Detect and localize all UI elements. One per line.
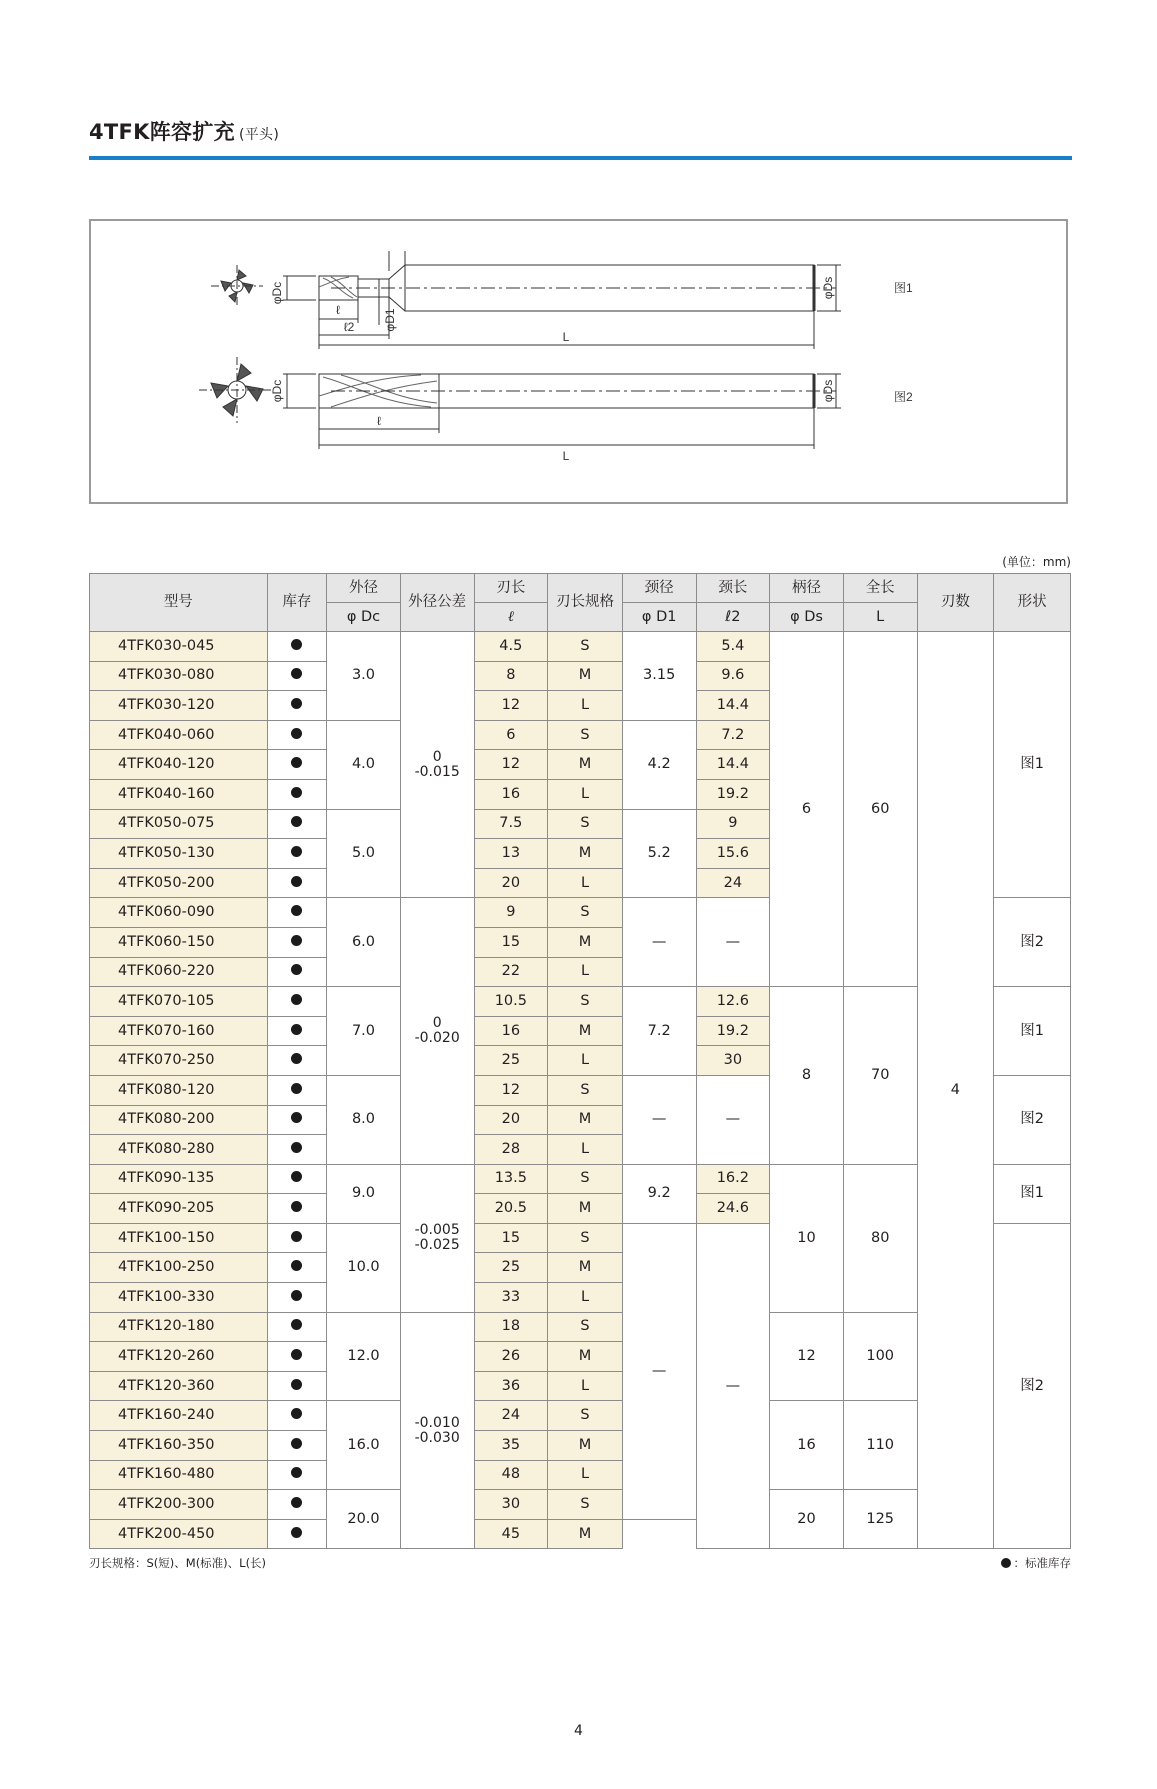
cut-length-cell: 13 bbox=[474, 839, 548, 869]
stock-dot-icon bbox=[291, 1319, 302, 1330]
length-spec-cell: M bbox=[548, 1342, 623, 1372]
fig1-ds-label: φDs bbox=[821, 276, 835, 300]
model-cell: 4TFK060-090 bbox=[90, 898, 268, 928]
outer-diameter-cell: 8.0 bbox=[327, 1075, 401, 1164]
tolerance-cell bbox=[400, 632, 474, 898]
shank-diameter-cell: 12 bbox=[770, 1312, 844, 1401]
length-spec-cell: S bbox=[548, 1075, 623, 1105]
shape-cell: 图1 bbox=[994, 1164, 1071, 1223]
length-spec-cell: S bbox=[548, 1490, 623, 1520]
stock-cell bbox=[267, 691, 327, 721]
cut-length-cell: 20 bbox=[474, 1105, 548, 1135]
model-cell: 4TFK060-150 bbox=[90, 927, 268, 957]
stock-cell bbox=[267, 1460, 327, 1490]
length-spec-cell: S bbox=[548, 1164, 623, 1194]
tolerance-cell bbox=[400, 1312, 474, 1549]
overall-length-cell: 70 bbox=[843, 987, 917, 1165]
stock-dot-icon bbox=[291, 1497, 302, 1508]
model-cell: 4TFK030-120 bbox=[90, 691, 268, 721]
tolerance-cell bbox=[400, 898, 474, 1164]
stock-cell bbox=[267, 1135, 327, 1165]
cut-length-cell: 13.5 bbox=[474, 1164, 548, 1194]
neck-length-cell: — bbox=[696, 898, 770, 987]
table-row bbox=[90, 632, 1071, 662]
stock-dot-icon bbox=[291, 1349, 302, 1360]
title-main: 4TFK阵容扩充 bbox=[89, 120, 235, 144]
neck-length-cell: 12.6 bbox=[696, 987, 770, 1017]
model-cell: 4TFK090-205 bbox=[90, 1194, 268, 1224]
length-spec-cell: L bbox=[548, 691, 623, 721]
model-cell: 4TFK030-045 bbox=[90, 632, 268, 662]
cut-length-cell: 45 bbox=[474, 1519, 548, 1549]
shank-diameter-cell: 10 bbox=[770, 1164, 844, 1312]
cut-length-cell: 10.5 bbox=[474, 987, 548, 1017]
model-cell: 4TFK080-120 bbox=[90, 1075, 268, 1105]
cut-length-cell: 18 bbox=[474, 1312, 548, 1342]
model-cell: 4TFK070-105 bbox=[90, 987, 268, 1017]
cut-length-cell: 16 bbox=[474, 1016, 548, 1046]
model-cell: 4TFK050-200 bbox=[90, 868, 268, 898]
cut-length-cell: 20.5 bbox=[474, 1194, 548, 1224]
length-spec-cell: S bbox=[548, 1223, 623, 1253]
stock-dot-icon bbox=[291, 1201, 302, 1212]
length-spec-cell: M bbox=[548, 661, 623, 691]
stock-cell bbox=[267, 839, 327, 869]
stock-dot-icon bbox=[291, 1171, 302, 1182]
length-spec-cell: L bbox=[548, 957, 623, 987]
model-cell: 4TFK100-250 bbox=[90, 1253, 268, 1283]
spec-table bbox=[89, 573, 1071, 1549]
neck-length-cell: 14.4 bbox=[696, 691, 770, 721]
length-spec-cell: L bbox=[548, 1046, 623, 1076]
length-spec-cell: L bbox=[548, 779, 623, 809]
neck-length-cell: 14.4 bbox=[696, 750, 770, 780]
stock-dot-icon bbox=[291, 1260, 302, 1271]
length-spec-cell: M bbox=[548, 1194, 623, 1224]
model-cell: 4TFK060-220 bbox=[90, 957, 268, 987]
outer-diameter-cell: 7.0 bbox=[327, 987, 401, 1076]
stock-dot-icon bbox=[291, 905, 302, 916]
length-spec-cell: L bbox=[548, 1460, 623, 1490]
tolerance-cell bbox=[400, 1164, 474, 1312]
fig2-side-view bbox=[319, 374, 836, 408]
neck-length-cell: 16.2 bbox=[696, 1164, 770, 1194]
model-cell: 4TFK160-240 bbox=[90, 1401, 268, 1431]
stock-cell bbox=[267, 868, 327, 898]
neck-length-cell: 7.2 bbox=[696, 720, 770, 750]
shape-cell: 图2 bbox=[994, 1075, 1071, 1164]
shape-cell: 图1 bbox=[994, 632, 1071, 898]
fig1-end-view bbox=[211, 265, 263, 307]
length-spec-cell: M bbox=[548, 1253, 623, 1283]
cut-length-cell: 12 bbox=[474, 1075, 548, 1105]
neck-length-cell: 19.2 bbox=[696, 779, 770, 809]
header-l2: 颈长 bbox=[696, 574, 770, 603]
header-d1-symbol: φ D1 bbox=[622, 603, 696, 632]
neck-length-cell: — bbox=[696, 1223, 770, 1549]
stock-dot-icon bbox=[291, 757, 302, 768]
length-spec-cell: S bbox=[548, 1312, 623, 1342]
cut-length-cell: 48 bbox=[474, 1460, 548, 1490]
title-rule bbox=[89, 156, 1072, 160]
stock-cell bbox=[267, 750, 327, 780]
header-length-spec: 刃长规格 bbox=[548, 574, 623, 632]
neck-diameter-cell: 7.2 bbox=[622, 987, 696, 1076]
model-cell: 4TFK030-080 bbox=[90, 661, 268, 691]
cut-length-cell: 26 bbox=[474, 1342, 548, 1372]
header-flutes: 刃数 bbox=[917, 574, 994, 632]
stock-cell bbox=[267, 1016, 327, 1046]
length-spec-cell: L bbox=[548, 1283, 623, 1313]
neck-length-cell: 15.6 bbox=[696, 839, 770, 869]
stock-dot-icon bbox=[291, 1408, 302, 1419]
fig1-dc-label: φDc bbox=[270, 281, 284, 305]
fig1-label: 图1 bbox=[894, 281, 913, 295]
stock-legend-text: ：标准库存 bbox=[1013, 1556, 1071, 1570]
shank-diameter-cell: 16 bbox=[770, 1401, 844, 1490]
stock-cell bbox=[267, 1075, 327, 1105]
length-spec-cell: M bbox=[548, 1431, 623, 1461]
model-cell: 4TFK080-200 bbox=[90, 1105, 268, 1135]
cut-length-cell: 4.5 bbox=[474, 632, 548, 662]
tolerance-upper: -0.010 bbox=[414, 1414, 460, 1431]
stock-cell bbox=[267, 898, 327, 928]
stock-cell bbox=[267, 779, 327, 809]
length-spec-cell: S bbox=[548, 809, 623, 839]
cut-length-cell: 6 bbox=[474, 720, 548, 750]
stock-dot-icon bbox=[291, 876, 302, 887]
model-cell: 4TFK100-150 bbox=[90, 1223, 268, 1253]
title-sub: (平头) bbox=[238, 127, 280, 143]
stock-dot-icon bbox=[291, 1024, 302, 1035]
model-cell: 4TFK090-135 bbox=[90, 1164, 268, 1194]
stock-dot-icon bbox=[291, 964, 302, 975]
cut-length-cell: 8 bbox=[474, 661, 548, 691]
neck-diameter-cell: 5.2 bbox=[622, 809, 696, 898]
header-l2-symbol: ℓ2 bbox=[696, 603, 770, 632]
stock-cell bbox=[267, 1401, 327, 1431]
model-cell: 4TFK200-450 bbox=[90, 1519, 268, 1549]
model-cell: 4TFK070-250 bbox=[90, 1046, 268, 1076]
neck-diameter-cell: — bbox=[622, 898, 696, 987]
fig2-label: 图2 bbox=[894, 390, 913, 404]
overall-length-cell: 110 bbox=[843, 1401, 917, 1490]
stock-cell bbox=[267, 1283, 327, 1313]
stock-dot-icon bbox=[291, 787, 302, 798]
stock-cell bbox=[267, 720, 327, 750]
stock-dot-icon bbox=[291, 1053, 302, 1064]
stock-dot-icon bbox=[291, 728, 302, 739]
stock-dot-icon bbox=[291, 1231, 302, 1242]
header-stock: 库存 bbox=[267, 574, 327, 632]
tolerance-lower: -0.025 bbox=[414, 1237, 460, 1254]
header-ds: 柄径 bbox=[770, 574, 844, 603]
length-spec-cell: M bbox=[548, 927, 623, 957]
stock-cell bbox=[267, 1223, 327, 1253]
outer-diameter-cell: 10.0 bbox=[327, 1223, 401, 1312]
overall-length-cell: 100 bbox=[843, 1312, 917, 1401]
length-spec-cell: M bbox=[548, 839, 623, 869]
stock-cell bbox=[267, 927, 327, 957]
stock-cell bbox=[267, 809, 327, 839]
cut-length-cell: 24 bbox=[474, 1401, 548, 1431]
header-length: 刃长 bbox=[474, 574, 548, 603]
stock-cell bbox=[267, 987, 327, 1017]
overall-length-cell: 60 bbox=[843, 632, 917, 987]
model-cell: 4TFK120-260 bbox=[90, 1342, 268, 1372]
model-cell: 4TFK120-360 bbox=[90, 1371, 268, 1401]
page-number: 4 bbox=[574, 1723, 583, 1739]
length-spec-cell: M bbox=[548, 750, 623, 780]
header-dc: 外径 bbox=[327, 574, 401, 603]
stock-cell bbox=[267, 1164, 327, 1194]
shape-cell: 图2 bbox=[994, 898, 1071, 987]
outer-diameter-cell: 16.0 bbox=[327, 1401, 401, 1490]
stock-cell bbox=[267, 1371, 327, 1401]
stock-dot-icon bbox=[291, 935, 302, 946]
stock-dot-icon bbox=[291, 1467, 302, 1478]
unit-note: (单位：mm) bbox=[1002, 555, 1071, 569]
outer-diameter-cell: 3.0 bbox=[327, 632, 401, 721]
outer-diameter-cell: 9.0 bbox=[327, 1164, 401, 1223]
header-dc-symbol: φ Dc bbox=[327, 603, 401, 632]
length-spec-cell: M bbox=[548, 1519, 623, 1549]
header-ds-symbol: φ Ds bbox=[770, 603, 844, 632]
spec-table-body bbox=[90, 632, 1071, 1549]
model-cell: 4TFK050-075 bbox=[90, 809, 268, 839]
neck-length-cell: 19.2 bbox=[696, 1016, 770, 1046]
header-overall-length-symbol: L bbox=[843, 603, 917, 632]
cut-length-cell: 36 bbox=[474, 1371, 548, 1401]
fig1-l-label: ℓ bbox=[336, 303, 340, 317]
length-spec-cell: S bbox=[548, 632, 623, 662]
cut-length-cell: 9 bbox=[474, 898, 548, 928]
neck-diameter-cell: — bbox=[622, 1223, 696, 1519]
model-cell: 4TFK160-350 bbox=[90, 1431, 268, 1461]
model-cell: 4TFK120-180 bbox=[90, 1312, 268, 1342]
stock-dot-icon bbox=[291, 1142, 302, 1153]
neck-length-cell: 5.4 bbox=[696, 632, 770, 662]
fig2-dc-label: φDc bbox=[270, 379, 284, 403]
cut-length-cell: 15 bbox=[474, 1223, 548, 1253]
fig2-ds-label: φDs bbox=[821, 379, 835, 403]
model-cell: 4TFK050-130 bbox=[90, 839, 268, 869]
overall-length-cell: 125 bbox=[843, 1490, 917, 1549]
neck-length-cell: 24 bbox=[696, 868, 770, 898]
cut-length-cell: 12 bbox=[474, 691, 548, 721]
overall-length-cell: 80 bbox=[843, 1164, 917, 1312]
shank-diameter-cell: 6 bbox=[770, 632, 844, 987]
cut-length-cell: 35 bbox=[474, 1431, 548, 1461]
length-spec-cell: L bbox=[548, 1135, 623, 1165]
stock-cell bbox=[267, 1312, 327, 1342]
stock-cell bbox=[267, 1431, 327, 1461]
length-spec-cell: S bbox=[548, 720, 623, 750]
stock-cell bbox=[267, 1519, 327, 1549]
tolerance-upper: 0 bbox=[432, 748, 442, 765]
length-spec-cell: S bbox=[548, 898, 623, 928]
neck-length-cell: 9 bbox=[696, 809, 770, 839]
shank-diameter-cell: 20 bbox=[770, 1490, 844, 1549]
tool-drawing-box bbox=[89, 219, 1068, 504]
fig1-L-label: L bbox=[562, 330, 570, 344]
stock-dot-icon bbox=[291, 1083, 302, 1094]
stock-cell bbox=[267, 1342, 327, 1372]
fig1-d1-label: φD1 bbox=[383, 308, 397, 332]
length-spec-footnote: 刃长规格：S(短)、M(标准)、L(长) bbox=[89, 1556, 267, 1570]
stock-cell bbox=[267, 957, 327, 987]
outer-diameter-cell: 12.0 bbox=[327, 1312, 401, 1401]
cut-length-cell: 33 bbox=[474, 1283, 548, 1313]
cut-length-cell: 22 bbox=[474, 957, 548, 987]
header-length-symbol: ℓ bbox=[474, 603, 548, 632]
outer-diameter-cell: 20.0 bbox=[327, 1490, 401, 1549]
end-mill-drawings bbox=[91, 221, 1066, 502]
length-spec-cell: L bbox=[548, 868, 623, 898]
fig2-L-label: L bbox=[562, 449, 570, 463]
model-cell: 4TFK070-160 bbox=[90, 1016, 268, 1046]
fig2-end-view bbox=[199, 357, 271, 423]
cut-length-cell: 28 bbox=[474, 1135, 548, 1165]
stock-dot-icon bbox=[291, 698, 302, 709]
outer-diameter-cell: 4.0 bbox=[327, 720, 401, 809]
neck-length-cell: — bbox=[696, 1075, 770, 1164]
neck-diameter-cell: 4.2 bbox=[622, 720, 696, 809]
flutes-cell: 4 bbox=[917, 632, 994, 1549]
model-cell: 4TFK160-480 bbox=[90, 1460, 268, 1490]
cut-length-cell: 16 bbox=[474, 779, 548, 809]
neck-diameter-cell: 3.15 bbox=[622, 632, 696, 721]
shape-cell: 图1 bbox=[994, 987, 1071, 1076]
cut-length-cell: 25 bbox=[474, 1253, 548, 1283]
cut-length-cell: 20 bbox=[474, 868, 548, 898]
model-cell: 4TFK100-330 bbox=[90, 1283, 268, 1313]
outer-diameter-cell: 6.0 bbox=[327, 898, 401, 987]
tolerance-lower: -0.030 bbox=[414, 1429, 460, 1446]
neck-diameter-cell: — bbox=[622, 1075, 696, 1164]
stock-dot-icon bbox=[291, 994, 302, 1005]
cut-length-cell: 15 bbox=[474, 927, 548, 957]
cut-length-cell: 12 bbox=[474, 750, 548, 780]
length-spec-cell: M bbox=[548, 1016, 623, 1046]
tolerance-lower: -0.020 bbox=[414, 1030, 460, 1047]
length-spec-cell: S bbox=[548, 987, 623, 1017]
header-overall-length: 全长 bbox=[843, 574, 917, 603]
tolerance-upper: -0.005 bbox=[414, 1222, 460, 1239]
model-cell: 4TFK040-160 bbox=[90, 779, 268, 809]
stock-dot-icon bbox=[291, 816, 302, 827]
header-tolerance: 外径公差 bbox=[400, 574, 474, 632]
neck-length-cell: 24.6 bbox=[696, 1194, 770, 1224]
stock-dot-icon bbox=[291, 846, 302, 857]
model-cell: 4TFK200-300 bbox=[90, 1490, 268, 1520]
shape-cell: 图2 bbox=[994, 1223, 1071, 1549]
stock-dot-icon bbox=[1001, 1558, 1011, 1568]
cut-length-cell: 30 bbox=[474, 1490, 548, 1520]
stock-cell bbox=[267, 1046, 327, 1076]
stock-cell bbox=[267, 1194, 327, 1224]
stock-legend bbox=[1001, 1555, 1072, 1571]
model-cell: 4TFK080-280 bbox=[90, 1135, 268, 1165]
stock-dot-icon bbox=[291, 1438, 302, 1449]
length-spec-cell: L bbox=[548, 1371, 623, 1401]
neck-diameter-cell: 9.2 bbox=[622, 1164, 696, 1223]
stock-dot-icon bbox=[291, 1527, 302, 1538]
stock-cell bbox=[267, 1490, 327, 1520]
stock-cell bbox=[267, 661, 327, 691]
shank-diameter-cell: 8 bbox=[770, 987, 844, 1165]
stock-dot-icon bbox=[291, 668, 302, 679]
tolerance-upper: 0 bbox=[432, 1015, 442, 1032]
fig1-l2-label: ℓ2 bbox=[343, 320, 355, 334]
cut-length-cell: 25 bbox=[474, 1046, 548, 1076]
neck-length-cell: 9.6 bbox=[696, 661, 770, 691]
length-spec-cell: S bbox=[548, 1401, 623, 1431]
header-d1: 颈径 bbox=[622, 574, 696, 603]
stock-dot-icon bbox=[291, 1112, 302, 1123]
neck-length-cell: 30 bbox=[696, 1046, 770, 1076]
page-title bbox=[89, 116, 279, 146]
fig2-l-label: ℓ bbox=[377, 414, 381, 428]
outer-diameter-cell: 5.0 bbox=[327, 809, 401, 898]
stock-dot-icon bbox=[291, 639, 302, 650]
stock-cell bbox=[267, 1105, 327, 1135]
stock-dot-icon bbox=[291, 1290, 302, 1301]
model-cell: 4TFK040-060 bbox=[90, 720, 268, 750]
cut-length-cell: 7.5 bbox=[474, 809, 548, 839]
model-cell: 4TFK040-120 bbox=[90, 750, 268, 780]
tolerance-lower: -0.015 bbox=[414, 763, 460, 780]
stock-dot-icon bbox=[291, 1379, 302, 1390]
fig1-side-view bbox=[319, 265, 836, 311]
stock-cell bbox=[267, 1253, 327, 1283]
length-spec-cell: M bbox=[548, 1105, 623, 1135]
header-shape: 形状 bbox=[994, 574, 1071, 632]
header-model: 型号 bbox=[90, 574, 268, 632]
stock-cell bbox=[267, 632, 327, 662]
